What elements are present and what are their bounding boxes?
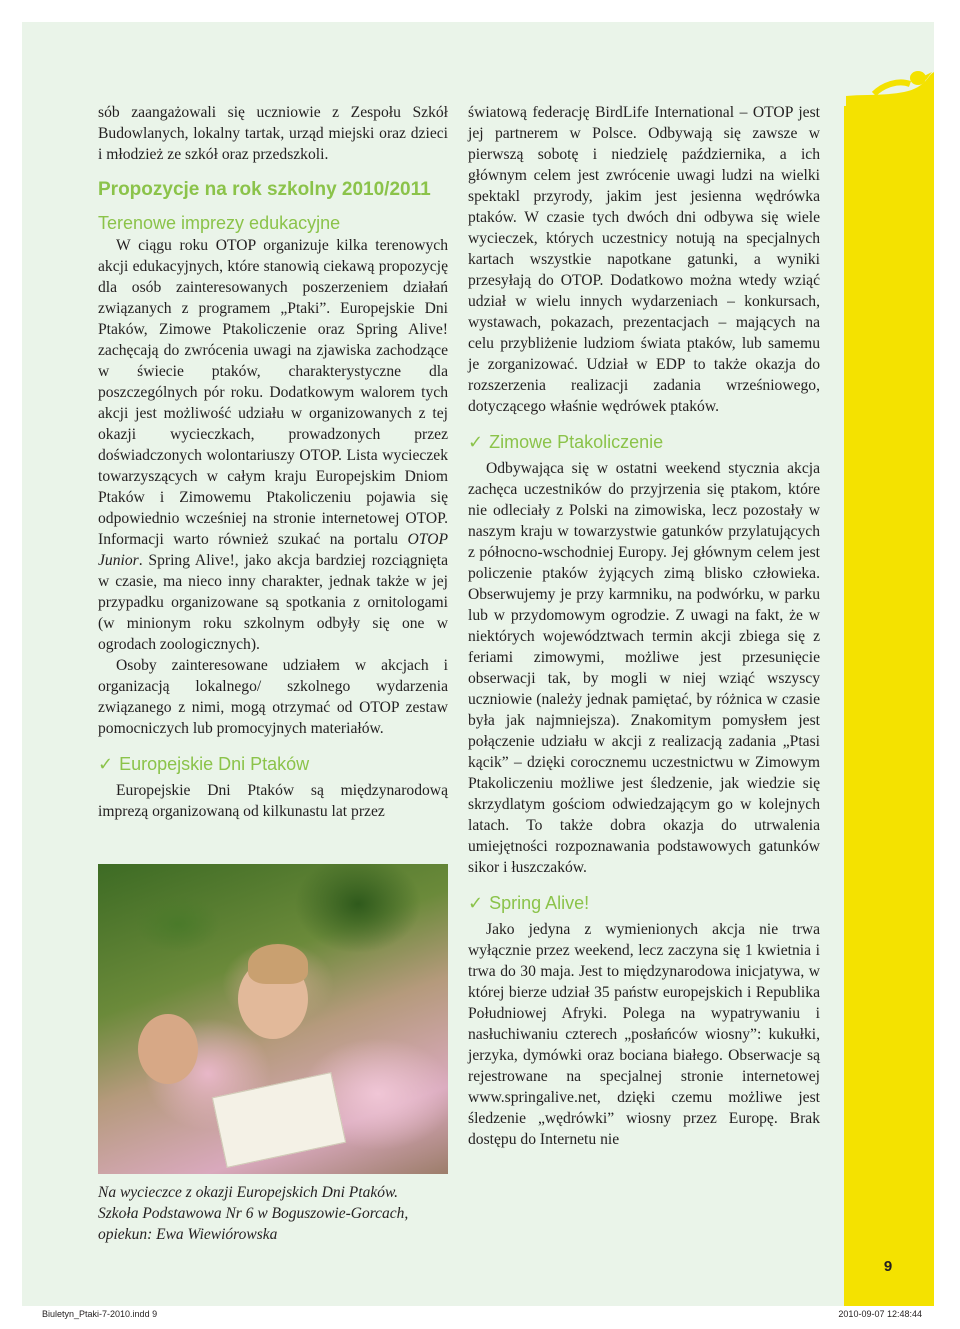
section-heading-text: Europejskie Dni Ptaków (119, 754, 310, 774)
main-heading: Propozycje na rok szkolny 2010/2011 (98, 179, 431, 200)
check-icon: ✓ (98, 754, 114, 775)
section-heading-text: Zimowe Ptakoliczenie (489, 432, 664, 452)
section-heading-text: Spring Alive! (489, 893, 590, 913)
body-text: W ciągu roku OTOP organizuje kilka terenowych akcji edukacyjnych, które stanowią ciekawą propozycję dla osób zainteresowanych poszerzeniem działań związanych z programem „Ptaki”. Europejskie Dni Ptaków, Zimowe Ptakoliczenie oraz Spring Alive! zachęcają do zwrócenia uwagi na zjawiska zachodzące w świecie ptaków, charakterystyczne dla poszczególnych pór roku. Dodatkowym walorem tych akcji jest możliwość udziału w organizowanych z tej okazji wycieczkach, prowadzonych przez doświadczonych wolontariuszy OTOP. Lista wycieczek towarzyszących w całym kraju Europejskim Dniom Ptaków i Zimowemu Ptakoliczeniu pojawia się odpowiednio wcześniej na stronie internetowej OTOP. Informacji warto również szukać na portalu (98, 237, 448, 548)
bird-logo-icon (844, 66, 934, 106)
photo-book (212, 1072, 346, 1168)
caption-line: opiekun: Ewa Wiewiórowska (98, 1226, 278, 1243)
body-text: . Spring Alive!, jako akcja bardziej rozciągnięta w czasie, ma nieco inny charakter, jednak także w jej przypadku organizowane są spotkania z ornitologami (w minionym roku szkolnym odbyły się one w ogrodach zoologicznych). (98, 552, 448, 653)
portal-name: OTOP Junior (98, 531, 448, 569)
body-paragraph: Odbywająca się w ostatni weekend stycznia akcja zachęca uczestników do przyjrzenia się ptakom, które nie odleciały z Polski na zimowiska, lecz pozostały w naszym kraju w towarzystwie gatunków przylatujących z północno-wschodniej Europy. Jej głównym celem jest policzenie ptaków żyjących zimą blisko człowieka. Obserwujemy je przy karmniku, na podwórku, w parku lub w przydomowym ogrodzie. Z uwagi na fakt, że w niektórych województwach termin akcji zbiega się z feriami zimowymi, możliwe jest przesunięcie obserwacji tak, by mogli w niej wziąć wszyscy uczniowie (należy jednak pamiętać, by różnica w czasie była jak najmniejsza). Znakomitym pomysłem jest połączenie udziału w akcji z realizacją zadania „Ptasi kącik” – dzięki corocznemu uczestnictwu w Zimowym Ptakoliczeniu możliwe jest śledzenie, jak wiedzie się skrzydlatym gościom odwiedzającym go w kolejnych latach. To także dobra okazja do utrwalenia umiejętności rozpoznawania podstawowych gatunków sikor i łuszczaków. (468, 460, 820, 876)
page-number: 9 (883, 1258, 893, 1275)
body-paragraph: Europejskie Dni Ptaków są międzynarodową imprezą organizowaną od kilkunastu lat przez (98, 782, 448, 820)
body-paragraph (98, 235, 448, 655)
check-icon: ✓ (468, 432, 484, 453)
body-paragraph: światową federację BirdLife International – OTOP jest jej partnerem w Polsce. Odbywają się zawsze w pierwszą sobotę i niedzielę października, a ich głównym celem jest zwrócenie uwagi ludzi na wielki spektakl przyrody, jakim jest jesienna wędrówka ptaków. W czasie tych dwóch dni odbywa się wiele wycieczek, których uczestnicy notują na specjalnych kartach wszystkie napotkane gatunki, a wyniki przesyłają do OTOP. Dodatkowo można wtedy wziąć udział w wielu innych wydarzeniach – konkursach, wystawach, pokazach, prezentacjach – mających na celu przybliżenie ludziom świata ptaków, lub samemu je zorganizować. Udział w EDP to także okazja do rozszerzenia realizacji zadania wrześniowego, dotyczącego właśnie wędrówek ptaków. (468, 104, 820, 415)
section-heading-spring (468, 892, 820, 915)
photo-caption (98, 1182, 458, 1245)
section-heading-edp (98, 753, 448, 776)
check-icon: ✓ (468, 893, 484, 914)
right-column (468, 102, 820, 1150)
photo-child-head (138, 1014, 198, 1084)
body-paragraph: Jako jedyna z wymienionych akcja nie trwa wyłącznie przez weekend, lecz zaczyna się 1 kwietnia i trwa do 30 maja. Jest to międzynarodowa inicjatywa, w której bierze udział 35 państw europejskich i Republika Południowej Afryki. Polega na wypatrywaniu i nasłuchiwaniu czterech „posłańców wiosny”: kukułki, jerzyka, dymówki oraz bociana białego. Obserwacje są rejestrowane na specjalnej stronie internetowej www.springalive.net, dzięki czemu możliwe jest śledzenie „wędrówki” wiosny przez Europę. Brak dostępu do Internetu nie (468, 921, 820, 1148)
footer-filename: Biuletyn_Ptaki-7-2010.indd 9 (42, 1309, 158, 1319)
side-color-bar (844, 106, 934, 1306)
left-column (98, 102, 448, 822)
caption-line: Na wycieczce z okazji Europejskich Dni Ptaków. (98, 1184, 399, 1201)
body-paragraph: Osoby zainteresowane udziałem w akcjach i organizacją lokalnego/ szkolnego wydarzenia związanego z nimi, mogą otrzymać od OTOP zestaw pomocniczych lub promocyjnych materiałów. (98, 657, 448, 737)
sub-heading: Terenowe imprezy edukacyjne (98, 213, 341, 233)
page-sheet (22, 22, 934, 1306)
caption-line: Szkoła Podstawowa Nr 6 w Boguszowie-Gorcach, (98, 1205, 409, 1222)
photo-child-hair (248, 944, 308, 984)
section-heading-zimowe (468, 431, 820, 454)
children-photo (98, 864, 448, 1174)
intro-paragraph: sób zaangażowali się uczniowie z Zespołu Szkół Budowlanych, lokalny tartak, urząd miejski oraz dzieci i młodzież ze szkół oraz przedszkoli. (98, 104, 448, 163)
footer-timestamp: 2010-09-07 12:48:44 (838, 1309, 922, 1319)
